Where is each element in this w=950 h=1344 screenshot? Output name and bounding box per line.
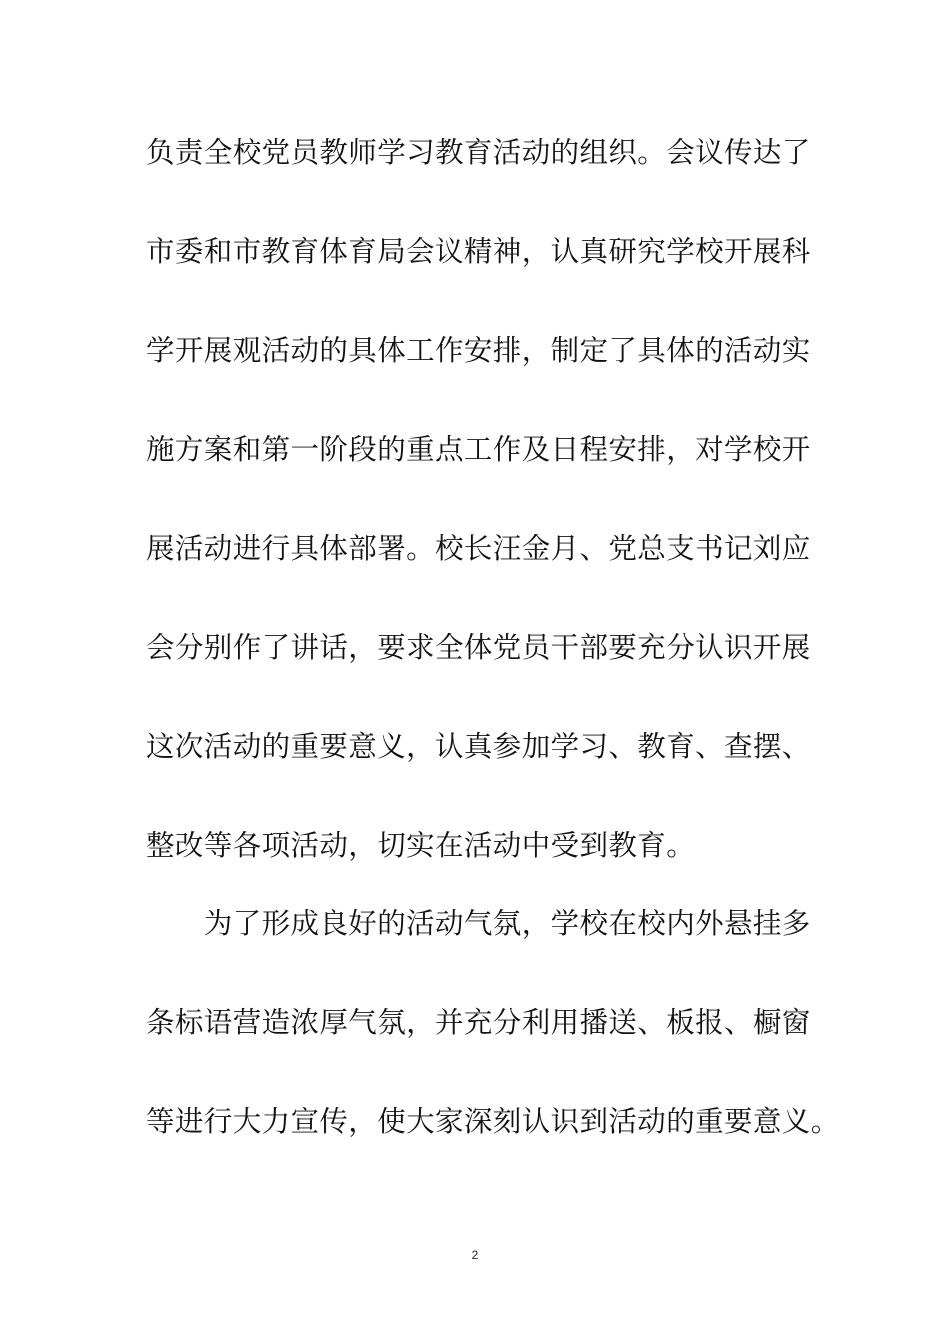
body-text-line: 学开展观活动的具体工作安排，制定了具体的活动实 bbox=[146, 334, 811, 367]
body-text-line: 会分别作了讲话，要求全体党员干部要充分认识开展 bbox=[146, 631, 811, 664]
body-text-line: 条标语营造浓厚气氛，并充分利用播送、板报、橱窗 bbox=[146, 1006, 811, 1039]
body-text-line: 等进行大力宣传，使大家深刻认识到活动的重要意义。 bbox=[146, 1105, 840, 1138]
paragraph-first-line: 为了形成良好的活动气氛，学校在校内外悬挂多 bbox=[146, 907, 811, 940]
body-text-line: 整改等各项活动，切实在活动中受到教育。 bbox=[146, 829, 696, 862]
body-text-line: 展活动进行具体部署。校长汪金月、党总支书记刘应 bbox=[146, 532, 811, 565]
body-text-line: 施方案和第一阶段的重点工作及日程安排，对学校开 bbox=[146, 433, 811, 466]
body-text-line: 负责全校党员教师学习教育活动的组织。会议传达了 bbox=[146, 136, 811, 169]
page-number: 2 bbox=[471, 1248, 479, 1262]
body-text-line: 市委和市教育体育局会议精神，认真研究学校开展科 bbox=[146, 235, 811, 268]
body-text-line: 这次活动的重要意义，认真参加学习、教育、查摆、 bbox=[146, 730, 811, 763]
